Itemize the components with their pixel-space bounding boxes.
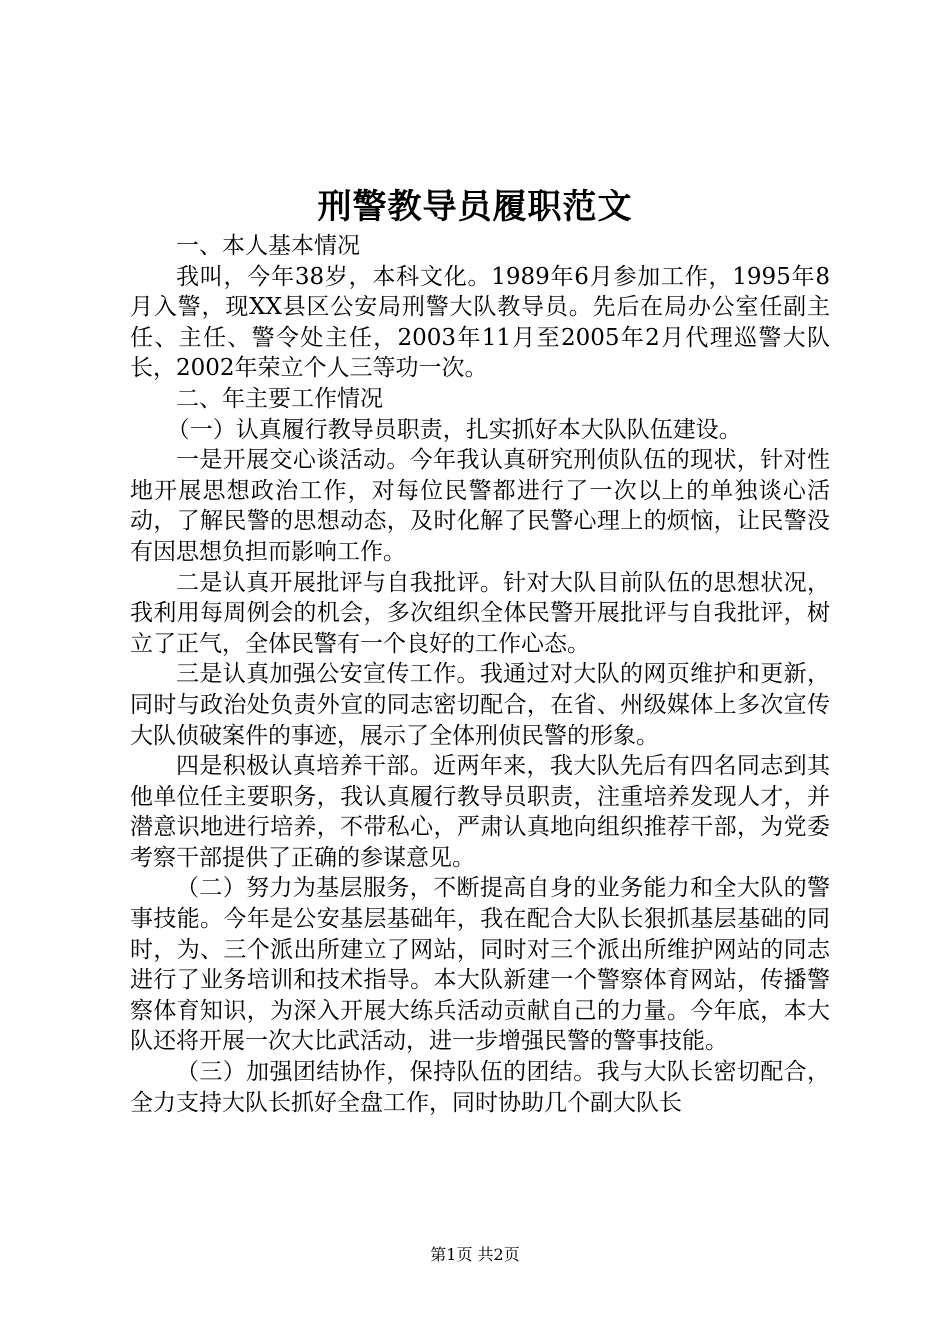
document-title: 刑警教导员履职范文 [317,187,633,227]
paragraph-heart-talk: 一是开展交心谈活动。今年我认真研究刑侦队伍的现状，针对性地开展思想政治工作，对每位民警都进行了一次以上的单独谈心活动，了解民警的思想动态，及时化解了民警心理上的烦恼，让民警没有因思想负担而影响工作。 [130,447,830,565]
subheading-duty: （一）认真履行教导员职责，扎实抓好本大队队伍建设。 [166,416,742,443]
page-indicator: 第1页 共2页 [430,1245,520,1264]
document-body [130,231,830,1118]
paragraph-publicity: 三是认真加强公安宣传工作。我通过对大队的网页维护和更新，同时与政治处负责外宣的同志密切配合，在省、州级媒体上多次宣传大队侦破案件的事迹，展示了全体刑侦民警的形象。 [130,661,830,749]
paragraph-basic-info: 我叫，今年38岁，本科文化。1989年6月参加工作，1995年8月入警，现XX县区公安局刑警大队教导员。先后在局办公室任副主任、主任、警令处主任，2003年11月至2005年2月代理巡警大队长，2002年荣立个人三等功一次。 [130,263,830,382]
paragraph-cadre-training: 四是积极认真培养干部。近两年来，我大队先后有四名同志到其他单位任主要职务，我认真履行教导员职责，注重培养发现人才，并潜意识地进行培养，不带私心，严肃认真地向组织推荐干部，为党委考察干部提供了正确的参谋意见。 [130,753,830,871]
section-heading-main-work: 二、年主要工作情况 [176,385,383,412]
paragraph-grassroots-service: （二）努力为基层服务，不断提高自身的业务能力和全大队的警事技能。今年是公安基层基础年，我在配合大队长狠抓基层基础的同时，为、三个派出所建立了网站，同时对三个派出所维护网站的同志进行了业务培训和技术指导。本大队新建一个警察体育网站，传播警察体育知识，为深入开展大练兵活动贡献自己的力量。今年底，本大队还将开展一次大比武活动，进一步增强民警的警事技能。 [130,875,830,1055]
paragraph-criticism: 二是认真开展批评与自我批评。针对大队目前队伍的思想状况，我利用每周例会的机会，多次组织全体民警开展批评与自我批评，树立了正气，全体民警有一个良好的工作心态。 [130,569,830,657]
paragraph-teamwork: （三）加强团结协作，保持队伍的团结。我与大队长密切配合，全力支持大队长抓好全盘工作，同时协助几个副大队长 [130,1059,830,1116]
section-heading-basic-info: 一、本人基本情况 [176,233,360,259]
